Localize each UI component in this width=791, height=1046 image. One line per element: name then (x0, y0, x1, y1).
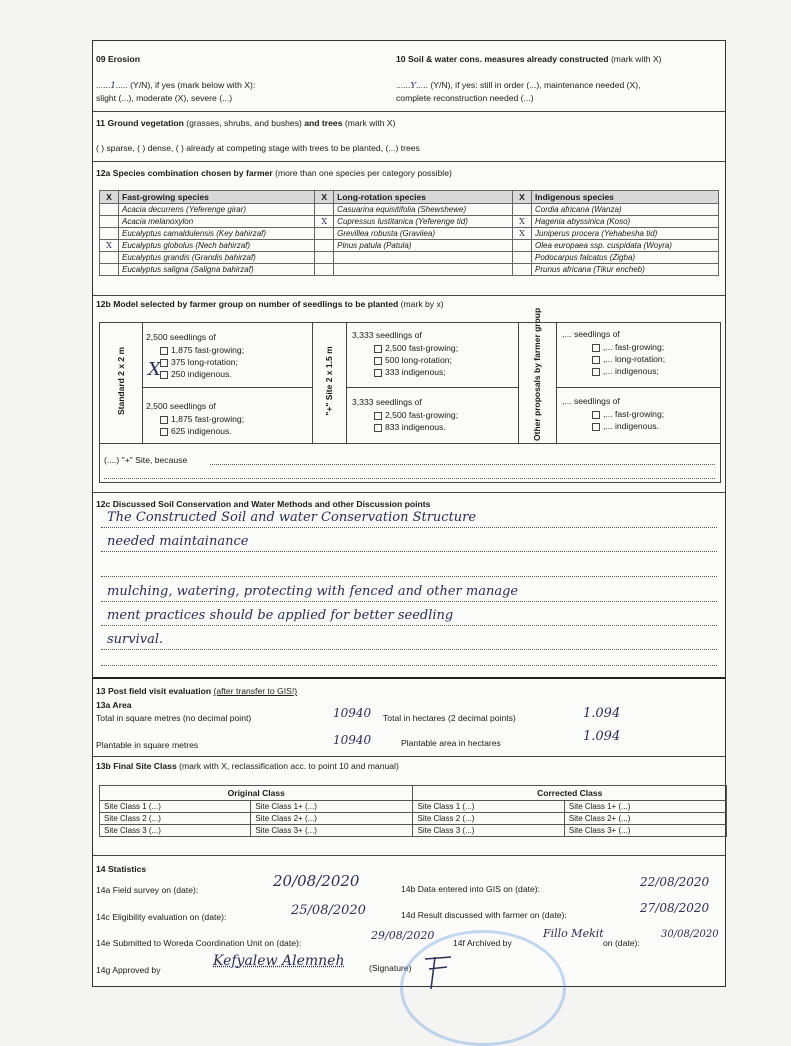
seedling-option[interactable] (592, 353, 665, 365)
other-label: Other proposals by farmer group (532, 307, 542, 441)
seedling-option-label: 2,500 fast-growing; (385, 410, 459, 420)
species-mark (513, 252, 532, 264)
site-class-row (100, 801, 727, 813)
seedling-option-label: 2,500 fast-growing; (385, 343, 459, 353)
species-name (334, 264, 513, 276)
form-page (92, 40, 726, 987)
discussion-line (101, 625, 717, 626)
checkbox[interactable] (160, 416, 168, 424)
species-name: Podocarpus falcatus (Zigba) (532, 252, 719, 264)
section-13b-divider (93, 756, 725, 757)
species-mark (513, 240, 532, 252)
species-mark (100, 204, 119, 216)
seedling-option-label: 1,875 fast-growing; (171, 414, 245, 424)
site-label: "+" Site 2 x 1.5 m (324, 346, 334, 416)
species-mark: X (315, 216, 334, 228)
seedling-option[interactable] (374, 366, 458, 378)
checkbox[interactable] (374, 412, 382, 420)
corrected-class-header: Corrected Class (413, 786, 727, 801)
standard-label: Standard 2 x 2 m (116, 346, 126, 416)
seedling-option-label: ,... long-rotation; (603, 354, 666, 364)
swc-title: 10 Soil & water cons. measures already constructed (mark with X) (396, 54, 662, 64)
statistics-title: 14 Statistics (96, 864, 147, 874)
seedling-option[interactable] (160, 425, 244, 437)
seedling-option[interactable] (160, 344, 244, 356)
seedling-option[interactable] (160, 413, 244, 425)
official-stamp (400, 930, 566, 1046)
plant-sqm-value: 10940 (333, 733, 372, 747)
gis-entry-date: 22/08/2020 (640, 875, 710, 889)
total-ha-value: 1.094 (583, 706, 621, 721)
seedling-option[interactable] (592, 341, 665, 353)
species-name: Eucalyptus camaldulensis (Key bahirzaf) (119, 228, 315, 240)
discussion-handwriting: needed maintainance (107, 534, 249, 549)
species-row (100, 240, 719, 252)
site-class-table (99, 785, 727, 837)
approver-name: Kefyalew Alemneh (213, 953, 345, 969)
checkbox[interactable] (374, 345, 382, 353)
species-row (100, 228, 719, 240)
site-b-head: 3,333 seedlings of (352, 397, 422, 407)
species-name: Prunus africana (Tikur encheb) (532, 264, 719, 276)
archived-date: 30/08/2020 (661, 929, 719, 940)
species-mark (100, 252, 119, 264)
discussed-date: 27/08/2020 (640, 901, 710, 915)
site-a-list (374, 342, 458, 378)
species-mark (100, 264, 119, 276)
seedling-option-label: 375 long-rotation; (171, 357, 238, 367)
archived-label: 14f Archived by (453, 938, 512, 948)
discussion-line (101, 665, 717, 666)
seedling-option[interactable] (374, 354, 458, 366)
erosion-fill: 1 (110, 81, 116, 91)
site-class-cell[interactable]: Site Class 1 (...) (413, 801, 564, 813)
signature-label: (Signature) (369, 963, 412, 973)
checkbox[interactable] (160, 428, 168, 436)
species-mark: X (513, 228, 532, 240)
original-class-header: Original Class (100, 786, 413, 801)
erosion-line2: slight (...), moderate (X), severe (...) (96, 93, 233, 103)
section-12b-divider (93, 295, 725, 296)
species-mark (100, 228, 119, 240)
discussion-line (101, 576, 717, 577)
erosion-title: 09 Erosion (96, 54, 140, 64)
site-a-head: 3,333 seedlings of (352, 330, 422, 340)
discussion-handwriting: ment practices should be applied for better seedling (107, 608, 454, 623)
discussion-line (101, 527, 717, 528)
section-13-divider (93, 677, 725, 679)
site-class-cell[interactable]: Site Class 3 (...) (100, 825, 251, 837)
long-rotation-header: Long-rotation species (334, 191, 513, 204)
discussion-line (101, 551, 717, 552)
species-name: Casuarina equisitifolia (Shewshewe) (334, 204, 513, 216)
swc-line2: complete reconstruction needed (...) (396, 93, 534, 103)
plant-ha-value: 1.094 (583, 729, 621, 744)
fast-growing-header: Fast-growing species (119, 191, 315, 204)
site-class-row (100, 813, 727, 825)
species-name: Eucalyptus saligna (Saligna bahirzaf) (119, 264, 315, 276)
species-table: X Fast-growing species X Long-rotation species X Indigenous species Acacia decurrens (Yeferenge girar) Casuarina equisitifolia (Shewshewe) Cordia africana (Wanza) Acacia melanoxylon X Cupressus lustitanica (Yeferenge tid) X Hagenia abyssinica (Koso) Eucalyptus camaldulensis (Key bahirzaf) Grevillea robusta (Graviiea) X Juniperus procera (Yehabesha tid) X Eucalyptus globolus (Nech bahirzaf) Pinus patula (Patula) Olea europaea ssp. cuspidata (Woyra) Eucalyptus grandis (Grandis bahirzaf) Podocarpus falcatus (Zigba) Eucalyptus saligna (Saligna bahirzaf) Prunus africana (Tikur encheb) (99, 190, 719, 276)
std-b-list (160, 413, 244, 437)
site-class-cell[interactable]: Site Class 2 (...) (413, 813, 564, 825)
species-mark (315, 252, 334, 264)
std-a-list (160, 344, 244, 380)
swc-fill: Y (410, 81, 417, 91)
model-title: 12b Model selected by farmer group on number of seedlings to be planted (mark by x) (96, 299, 444, 309)
site-class-cell[interactable]: Site Class 3+ (...) (251, 825, 413, 837)
seedling-option[interactable] (374, 409, 458, 421)
oth-a-list (592, 341, 665, 377)
discussion-handwriting: survival. (107, 632, 164, 647)
because-text: (....) "+" Site, because (104, 455, 188, 465)
discussion-handwriting: The Constructed Soil and water Conservation Structure (107, 510, 477, 525)
site-class-cell[interactable]: Site Class 3 (...) (413, 825, 564, 837)
vegetation-title: 11 Ground vegetation (grasses, shrubs, and bushes) and trees (mark with X) (96, 118, 396, 128)
swc-line1: ......Y..... (Y/N), if yes: still in order (...), maintenance needed (X), (396, 80, 641, 91)
model-box (99, 307, 721, 444)
seedling-option-label: ,... indigenous; (603, 366, 659, 376)
species-name: Eucalyptus globolus (Nech bahirzaf) (119, 240, 315, 252)
species-name: Eucalyptus grandis (Grandis bahirzaf) (119, 252, 315, 264)
species-name (334, 252, 513, 264)
species-mark: X (513, 216, 532, 228)
species-mark (513, 204, 532, 216)
section-12a-divider (93, 161, 725, 162)
eligibility-date: 25/08/2020 (291, 903, 366, 918)
submitted-label: 14e Submitted to Woreda Coordination Unit on (date): (96, 938, 302, 948)
checkbox[interactable] (160, 371, 168, 379)
species-name: Olea europaea ssp. cuspidata (Woyra) (532, 240, 719, 252)
total-sqm-label: Total in square metres (no decimal point) (96, 713, 252, 723)
species-name: Acacia melanoxylon (119, 216, 315, 228)
species-mark (513, 264, 532, 276)
evaluation-title: 13 Post field visit evaluation (after transfer to GIS!) (96, 686, 298, 696)
archived-name: Fillo Mekit (543, 927, 604, 940)
section-14-divider (93, 855, 725, 856)
std-a-head: 2,500 seedlings of (146, 332, 216, 342)
seedling-option[interactable] (592, 365, 665, 377)
species-name: Hagenia abyssinica (Koso) (532, 216, 719, 228)
checkbox[interactable] (592, 423, 600, 431)
site-class-cell[interactable]: Site Class 2+ (...) (251, 813, 413, 825)
submitted-date: 29/08/2020 (371, 929, 435, 942)
species-name: Juniperus procera (Yehabesha tid) (532, 228, 719, 240)
seedling-option-label: 625 indigenous. (171, 426, 232, 436)
area-title: 13a Area (96, 700, 132, 710)
site-class-row (100, 825, 727, 837)
seedling-option-label: 1,875 fast-growing; (171, 345, 245, 355)
species-name: Acacia decurrens (Yeferenge girar) (119, 204, 315, 216)
indigenous-header: Indigenous species (532, 191, 719, 204)
site-class-cell[interactable]: Site Class 2+ (...) (564, 813, 726, 825)
seedling-option-label: ,... indigenous. (603, 421, 659, 431)
species-row (100, 216, 719, 228)
discussion-line (101, 649, 717, 650)
species-mark (315, 264, 334, 276)
seedling-option[interactable] (592, 420, 664, 432)
seedling-option-label: 833 indigenous. (385, 422, 446, 432)
site-class-cell[interactable]: Site Class 1 (...) (100, 801, 251, 813)
checkbox[interactable] (374, 357, 382, 365)
seedling-option-label: ,... fast-growing; (603, 409, 665, 419)
species-name: Cupressus lustitanica (Yeferenge tid) (334, 216, 513, 228)
site-class-cell[interactable]: Site Class 3+ (...) (564, 825, 726, 837)
seedling-option-label: 250 indigenous. (171, 369, 232, 379)
species-row (100, 264, 719, 276)
checkbox[interactable] (160, 359, 168, 367)
section-11-divider (93, 111, 725, 112)
species-mark (315, 240, 334, 252)
plant-ha-label: Plantable area in hectares (401, 738, 501, 748)
checkbox[interactable] (592, 344, 600, 352)
species-row (100, 204, 719, 216)
seedling-option[interactable] (160, 368, 244, 380)
section-12c-divider (93, 492, 725, 493)
seedling-option-label: ,... fast-growing; (603, 342, 665, 352)
seedling-option-label: 333 indigenous; (385, 367, 446, 377)
eligibility-label: 14c Eligibility evaluation on (date): (96, 912, 227, 922)
species-name: Cordia africana (Wanza) (532, 204, 719, 216)
erosion-line1: ......1..... (Y/N), if yes (mark below with X): (96, 80, 256, 91)
species-name: Pinus patula (Patula) (334, 240, 513, 252)
site-class-cell[interactable]: Site Class 1+ (...) (564, 801, 726, 813)
gis-entry-label: 14b Data entered into GIS on (date): (401, 884, 541, 894)
total-ha-label: Total in hectares (2 decimal points) (383, 713, 516, 723)
seedling-option[interactable] (592, 408, 664, 420)
checkbox[interactable] (592, 411, 600, 419)
seedling-option[interactable] (374, 421, 458, 433)
species-mark (315, 228, 334, 240)
seedling-option[interactable] (374, 342, 458, 354)
other-b-head: ,... seedlings of (562, 396, 620, 406)
field-survey-date: 20/08/2020 (273, 872, 360, 890)
seedling-option-label: 500 long-rotation; (385, 355, 452, 365)
oth-b-list (592, 408, 664, 432)
site-class-cell[interactable]: Site Class 2 (...) (100, 813, 251, 825)
species-mark (315, 204, 334, 216)
checkbox[interactable] (592, 368, 600, 376)
std-b-head: 2,500 seedlings of (146, 401, 216, 411)
approved-label: 14g Approved by (96, 965, 161, 975)
species-mark: X (100, 240, 119, 252)
species-mark (100, 216, 119, 228)
archived-on-label: on (date): (603, 938, 640, 948)
checkbox[interactable] (374, 369, 382, 377)
plant-sqm-label: Plantable in square metres (96, 740, 199, 750)
field-survey-label: 14a Field survey on (date): (96, 885, 199, 895)
discussion-handwriting: mulching, watering, protecting with fenced and other manage (107, 584, 519, 599)
because-box (99, 442, 721, 483)
discussed-label: 14d Result discussed with farmer on (date): (401, 910, 567, 920)
other-a-head: ,... seedlings of (562, 329, 620, 339)
discussion-title: 12c Discussed Soil Conservation and Water Methods and other Discussion points (96, 499, 431, 509)
checkbox[interactable] (374, 424, 382, 432)
std-a-mark: X (148, 359, 161, 380)
species-row (100, 252, 719, 264)
site-b-list (374, 409, 458, 433)
checkbox[interactable] (160, 347, 168, 355)
checkbox[interactable] (592, 356, 600, 364)
species-title: 12a Species combination chosen by farmer (more than one species per category possible) (96, 168, 452, 178)
vegetation-line: ( ) sparse, ( ) dense, ( ) already at competing stage with trees to be planted, (...) trees (96, 143, 420, 153)
seedling-option[interactable] (160, 356, 244, 368)
total-sqm-value: 10940 (333, 706, 372, 720)
species-name: Grevillea robusta (Graviiea) (334, 228, 513, 240)
site-class-cell[interactable]: Site Class 1+ (...) (251, 801, 413, 813)
site-class-title: 13b Final Site Class (mark with X, reclassification acc. to point 10 and manual) (96, 761, 399, 771)
discussion-line (101, 601, 717, 602)
